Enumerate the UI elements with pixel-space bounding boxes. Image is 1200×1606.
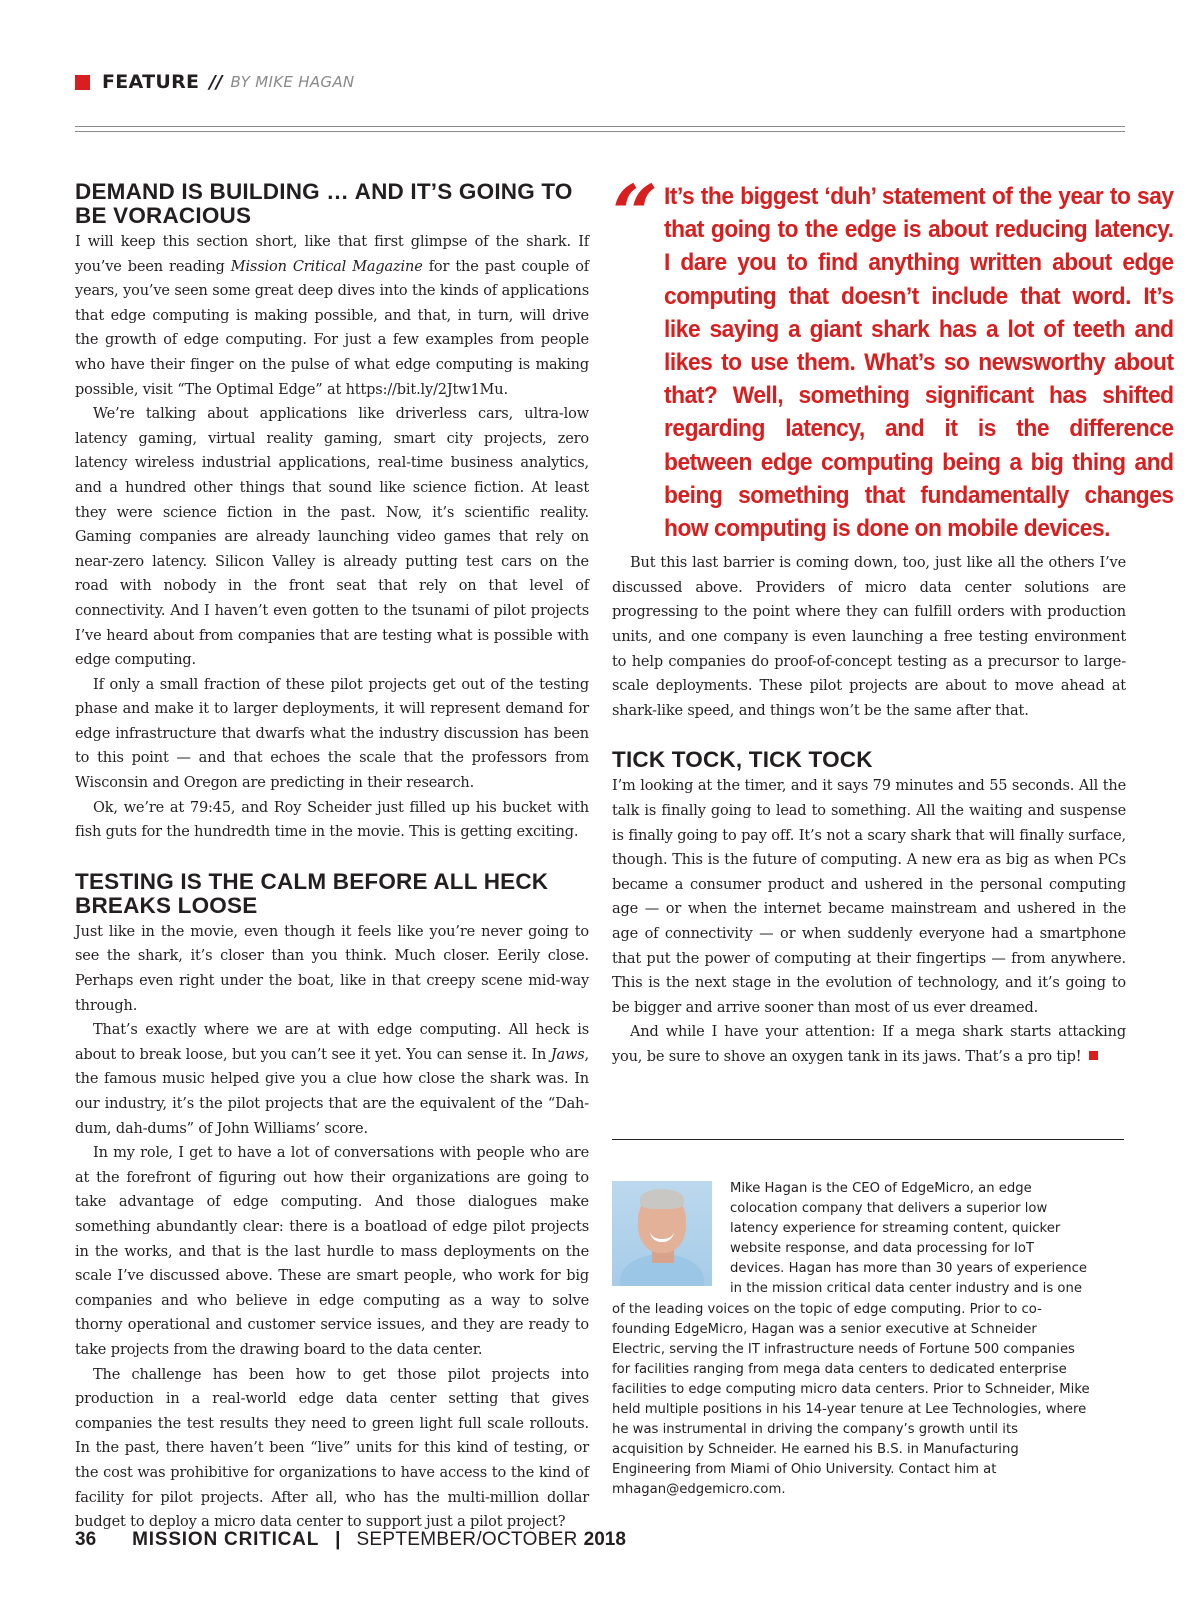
paragraph-text: , the famous music helped give you a clue how close the shark was. In our industry, it’s the pilot projects that are the equivalent of the “Dah-dum, dah-dums” of John Williams’ score.: [75, 1046, 589, 1137]
section-label: FEATURE: [102, 71, 200, 93]
paragraph-text: And while I have your attention: If a mega shark starts attacking you, be sure to shove an oxygen tank in its jaws. That’s a pro tip!: [612, 1024, 1126, 1065]
section-marker-icon: [75, 75, 90, 90]
pull-quote: [612, 167, 1174, 545]
right-column-body: [612, 551, 1126, 1069]
body-paragraph: [75, 796, 589, 845]
body-paragraph: [75, 1363, 589, 1535]
section-gap: [75, 845, 589, 870]
body-paragraph: [75, 920, 589, 1018]
paragraph-text: The challenge has been how to get those pilot projects into production in a real-world edge data center setting that gives companies the test results they need to green light full scale rollouts. In the past, there haven’t been “live” units for this kind of testing, or the cost was prohibitive for organizations to have access to the kind of facility for pilot projects. After all, who has the multi-million dollar budget to deploy a micro data center to support just a pilot project?: [75, 1366, 589, 1531]
body-paragraph: [75, 1141, 589, 1362]
issue-month: SEPTEMBER/OCTOBER: [356, 1529, 578, 1550]
paragraph-text: That’s exactly where we are at with edge computing. All heck is about to break loose, but you can’t see it yet. You can sense it. In: [75, 1022, 589, 1063]
body-paragraph: [612, 551, 1126, 723]
body-paragraph: [75, 230, 589, 402]
paragraph-text: We’re talking about applications like driverless cars, ultra-low latency gaming, virtual reality gaming, smart city projects, zero latency wireless industrial applications, real-time business analytics, and a hundred other things that sound like science fiction. At least they were science fiction in the past. Now, it’s scientific reality. Gaming companies are already launching video games that rely on near-zero latency. Silicon Valley is already putting test cars on the road with nobody in the front seat that rely on that level of connectivity. And I haven’t even gotten to the tsunami of pilot projects I’ve heard about from companies that are testing what is possible with edge computing.: [75, 406, 589, 669]
pull-quote-text: It’s the biggest ‘duh’ statement of the year to say that going to the edge is about reducing latency. I dare you to find anything written about edge computing that doesn’t include that word. It’s like saying a giant shark has a lot of teeth and likes to use them. What’s so newsworthy about that? Well, something significant has shifted regarding latency, and it is the difference between edge computing being a big thing and being something that fundamentally changes how computing is done on mobile devices.: [664, 183, 1174, 543]
body-paragraph: [75, 673, 589, 796]
section-heading: DEMAND IS BUILDING … AND IT’S GOING TO BE VORACIOUS: [75, 179, 573, 228]
end-of-article-icon: [1089, 1051, 1098, 1060]
italic-text: Jaws: [550, 1046, 585, 1063]
section-heading: TESTING IS THE CALM BEFORE ALL HECK BREAKS LOOSE: [75, 868, 549, 918]
paragraph-text: I will keep this section short, like that first glimpse of the shark. If you’ve been reading: [75, 234, 589, 275]
author-photo: [612, 1181, 712, 1286]
body-paragraph: [75, 1018, 589, 1141]
quote-mark-icon: “: [612, 167, 659, 261]
left-column: [75, 180, 589, 1535]
body-paragraph: [75, 402, 589, 673]
body-paragraph: [612, 1020, 1126, 1069]
bio-divider: [612, 1139, 1124, 1140]
byline: BY MIKE HAGAN: [230, 73, 355, 91]
magazine-name: MISSION CRITICAL: [132, 1529, 320, 1550]
paragraph-text: I’m looking at the timer, and it says 79 minutes and 55 seconds. All the talk is finally going to lead to something. All the waiting and suspense is finally going to pay off. It’s not a scary shark that will finally surface, though. This is the future of computing. A new era as big as when PCs became a consumer product and ushered in the personal computing age — or when the internet became mainstream and ushered in the age of connectivity — or when suddenly everyone had a smartphone that put the power of computing at their fingertips — from anywhere. This is the next stage in the evolution of technology, and it’s going to be bigger and arrive sooner than most of us ever dreamed.: [612, 778, 1126, 1016]
issue-year: 2018: [583, 1529, 626, 1550]
footer-separator: |: [335, 1529, 341, 1550]
page-footer: [75, 1529, 626, 1551]
section-gap: [612, 723, 1126, 748]
right-column: [612, 167, 1174, 1070]
italic-text: Mission Critical Magazine: [230, 258, 423, 275]
header-rule-top: [75, 126, 1125, 127]
header-rule-bottom: [75, 131, 1125, 132]
paragraph-text: for the past couple of years, you’ve seen some great deep dives into the kinds of applications that edge computing is making possible, and that, in turn, will drive the growth of edge computing. For just a few examples from people who have their finger on the pulse of what edge computing is making possible, visit “The Optimal Edge” at https://bit.ly/2Jtw1Mu.: [75, 258, 589, 398]
paragraph-text: In my role, I get to have a lot of conversations with people who are at the forefront of figuring out how their organizations are going to take advantage of edge computing. And those dialogues make something abundantly clear: there is a boatload of edge pilot projects in the works, and that is the last hurdle to mass deployments on the scale I’ve discussed above. These are smart people, who work for big companies and who believe in edge computing as a way to solve thorny operational and customer service issues, and they are ready to take projects from the drawing board to the data center.: [75, 1145, 589, 1358]
paragraph-text: Just like in the movie, even though it feels like you’re never going to see the shark, it’s closer than you think. Much closer. Eerily close. Perhaps even right under the boat, like in that creepy scene mid-way through.: [75, 923, 589, 1014]
author-bio-text: Mike Hagan is the CEO of EdgeMicro, an edge colocation company that delivers a superior low latency experience for streaming content, quicker website response, and data processing for IoT devices. Hagan has more than 30 years of experience in the mission critical data center industry and is one of the leading voices on the topic of edge computing. Prior to co-founding EdgeMicro, Hagan was a senior executive at Schneider Electric, serving the IT infrastructure needs of Fortune 500 companies for facilities ranging from mega data centers to dedicated enterprise facilities to edge computing micro data centers. Prior to Schneider, Mike held multiple positions in his 14-year tenure at Lee Technologies, where he was instrumental in driving the company’s growth until its acquisition by Schneider. He earned his B.S. in Manufacturing Engineering from Miami of Ohio University. Contact him at mhagan@edgemicro.com.: [612, 1181, 1090, 1498]
author-bio: [612, 1179, 1092, 1501]
page-header: [75, 70, 354, 94]
header-separator: //: [209, 71, 223, 93]
section-heading: TICK TOCK, TICK TOCK: [612, 747, 873, 773]
paragraph-text: Ok, we’re at 79:45, and Roy Scheider just filled up his bucket with fish guts for the hundredth time in the movie. This is getting exciting.: [75, 799, 589, 841]
paragraph-text: But this last barrier is coming down, too, just like all the others I’ve discussed above. Providers of micro data center solutions are progressing to the point where they can fulfill orders with production units, and one company is even launching a free testing environment to help companies do proof-of-concept testing as a precursor to large-scale deployments. These pilot projects are about to move ahead at shark-like speed, and things won’t be the same after that.: [612, 555, 1126, 719]
page-number: 36: [75, 1529, 97, 1550]
paragraph-text: If only a small fraction of these pilot projects get out of the testing phase and make it to larger deployments, it will represent demand for edge infrastructure that dwarfs what the industry discussion has been to this point — and that echoes the scale that the professors from Wisconsin and Oregon are predicting in their research.: [75, 676, 589, 792]
body-paragraph: [612, 774, 1126, 1020]
